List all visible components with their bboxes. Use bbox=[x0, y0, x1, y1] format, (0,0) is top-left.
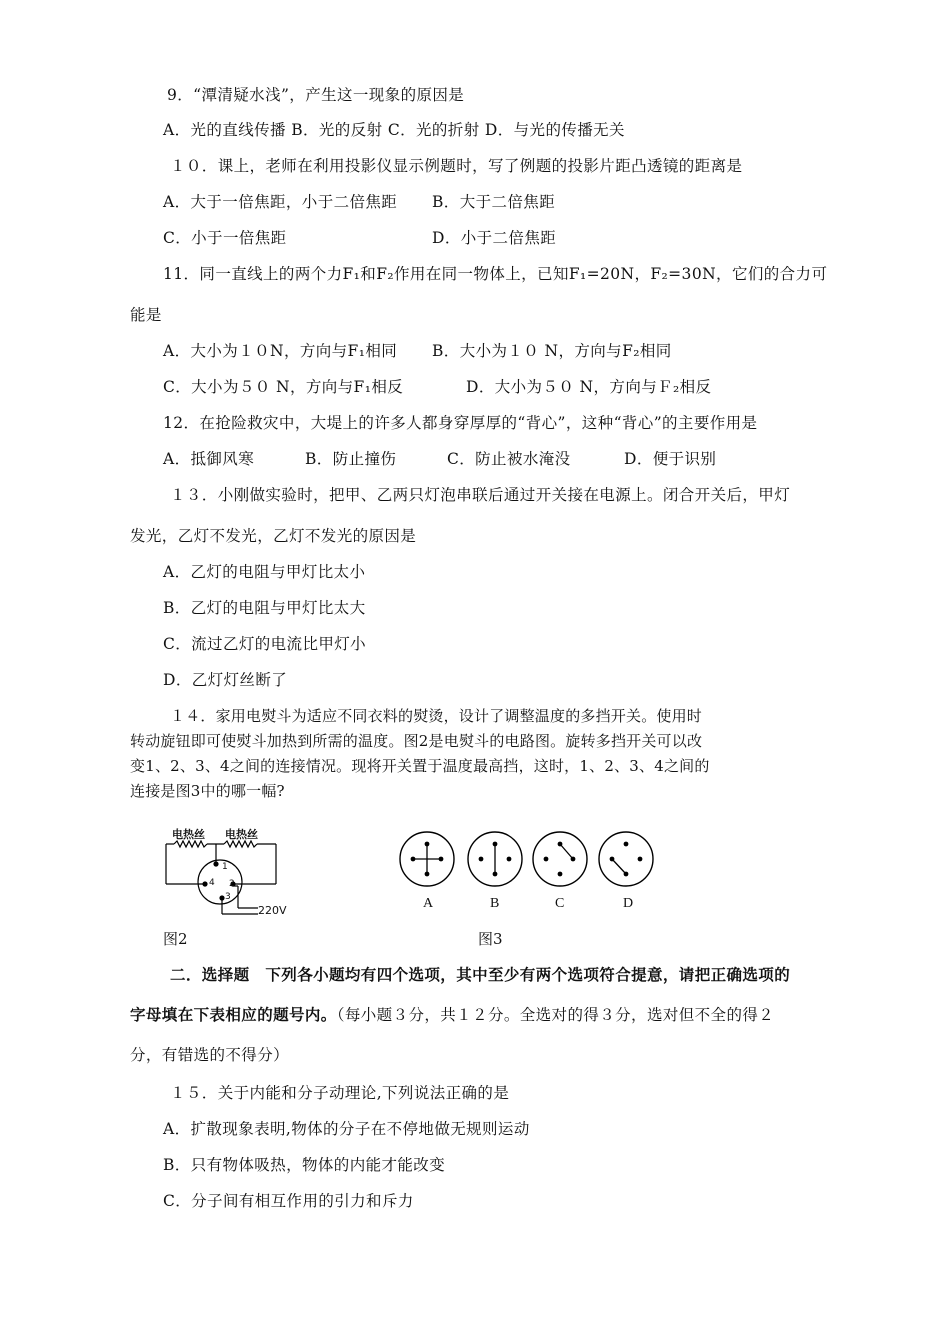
q15-option-a: A．扩散现象表明,物体的分子在不停地做无规则运动 bbox=[163, 1120, 530, 1138]
q13-option-c: C．流过乙灯的电流比甲灯小 bbox=[163, 635, 367, 653]
fig3-label-b: B bbox=[490, 896, 500, 911]
q13-stem-line2: 发光，乙灯不发光，乙灯不发光的原因是 bbox=[130, 527, 417, 545]
q9-stem: 9．“潭清疑水浅”，产生这一现象的原因是 bbox=[167, 86, 465, 104]
fig2-caption: 图2 bbox=[163, 930, 188, 948]
section2-heading-bold-2: 字母填在下表相应的题号内。 bbox=[130, 1005, 337, 1024]
q12-option-b: B．防止撞伤 bbox=[305, 450, 397, 468]
section2-heading-bold-1: 二．选择题 下列各小题均有四个选项，其中至少有两个选项符合提意，请把正确选项的 bbox=[170, 965, 791, 984]
section2-scoring-note: （每小题３分，共１２分。全选对的得３分，选对但不全的得２ bbox=[336, 1006, 775, 1024]
q13-stem-line1: １３．小刚做实验时，把甲、乙两只灯泡串联后通过开关接在电源上。闭合开关后，甲灯 bbox=[170, 486, 791, 504]
section2-heading-line2 bbox=[130, 1005, 774, 1025]
fig2-terminal-2: 2 bbox=[229, 879, 235, 889]
q13-option-b: B．乙灯的电阻与甲灯比太大 bbox=[163, 599, 366, 617]
fig2-wire-label-left: 电热丝 bbox=[172, 828, 205, 841]
q11-stem-line1: 11．同一直线上的两个力F₁和F₂作用在同一物体上，已知F₁=20N，F₂=30N，它们的合力可 bbox=[163, 265, 828, 283]
fig3-label-c: C bbox=[555, 896, 565, 911]
q11-stem-line2: 能是 bbox=[130, 306, 162, 324]
fig2-terminal-3: 3 bbox=[225, 892, 231, 902]
section2-heading-line1 bbox=[170, 965, 790, 985]
fig3-caption: 图3 bbox=[478, 930, 503, 948]
q15-option-b: B．只有物体吸热，物体的内能才能改变 bbox=[163, 1156, 446, 1174]
q13-option-d: D．乙灯灯丝断了 bbox=[163, 671, 288, 689]
q12-option-d: D．便于识别 bbox=[624, 450, 717, 468]
q10-option-d: D．小于二倍焦距 bbox=[432, 229, 557, 247]
q10-option-b: B．大于二倍焦距 bbox=[432, 193, 556, 211]
q11-option-a: A．大小为１０N，方向与F₁相同 bbox=[163, 342, 398, 360]
q11-option-c: C．大小为５０ N，方向与F₁相反 bbox=[163, 378, 404, 396]
q15-option-c: C．分子间有相互作用的引力和斥力 bbox=[163, 1192, 414, 1210]
q14-line3: 变1、2、3、4之间的连接情况。现将开关置于温度最高挡，这时，1、2、3、4之间的 bbox=[130, 757, 710, 775]
q14-line1: １４．家用电熨斗为适应不同衣料的熨烫，设计了调整温度的多挡开关。使用时 bbox=[170, 707, 703, 725]
q15-stem: １５．关于内能和分子动理论,下列说法正确的是 bbox=[170, 1084, 510, 1102]
q13-option-a: A．乙灯的电阻与甲灯比太小 bbox=[163, 563, 366, 581]
q11-option-d: D．大小为５０ N，方向与Ｆ₂相反 bbox=[466, 378, 712, 396]
q10-option-c: C．小于一倍焦距 bbox=[163, 229, 287, 247]
q12-option-a: A．抵御风寒 bbox=[163, 450, 255, 468]
fig2-wire-label-right: 电热丝 bbox=[225, 828, 258, 841]
fig2-terminal-1: 1 bbox=[222, 862, 228, 872]
q12-option-c: C．防止被水淹没 bbox=[447, 450, 571, 468]
q14-line2: 转动旋钮即可使熨斗加热到所需的温度。图2是电熨斗的电路图。旋转多挡开关可以改 bbox=[130, 732, 703, 750]
q10-option-a: A．大于一倍焦距，小于二倍焦距 bbox=[163, 193, 398, 211]
section2-heading-line3: 分，有错选的不得分） bbox=[130, 1046, 290, 1064]
fig3-label-d: D bbox=[623, 896, 634, 911]
fig3-label-a: A bbox=[423, 896, 434, 911]
fig2-terminal-4: 4 bbox=[209, 878, 215, 888]
q12-stem: 12．在抢险救灾中，大堤上的许多人都身穿厚厚的“背心”，这种“背心”的主要作用是 bbox=[163, 414, 758, 432]
q11-option-b: B．大小为１０ N，方向与F₂相同 bbox=[432, 342, 672, 360]
figure-3-switch-options bbox=[396, 828, 658, 890]
q10-stem: １０．课上，老师在利用投影仪显示例题时，写了例题的投影片距凸透镜的距离是 bbox=[170, 157, 743, 175]
q14-line4: 连接是图3中的哪一幅? bbox=[130, 782, 285, 800]
fig2-voltage-label: 220V bbox=[258, 904, 287, 917]
q9-options: A．光的直线传播 B．光的反射 C．光的折射 D．与光的传播无关 bbox=[163, 121, 625, 139]
